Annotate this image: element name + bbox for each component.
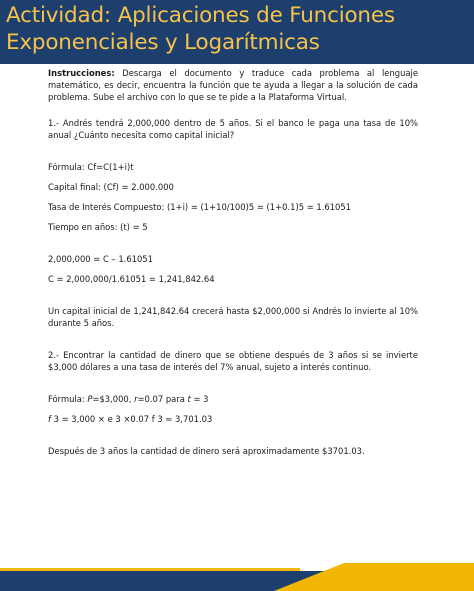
footer-gold-line (0, 568, 300, 571)
document-body (48, 67, 418, 457)
var-p: P (87, 394, 93, 404)
page-title (6, 2, 468, 56)
footer-band (0, 563, 474, 591)
result-text: 3 = 3,000 × e 3 ×0.07 f 3 ≈ 3,701.03 (50, 414, 213, 424)
problem1-statement: 1.- Andrés tendrá 2,000,000 dentro de 5 años. Si el banco le paga una tasa de 10% anual ¿Cuánto necesita como capital inicial? (48, 118, 418, 140)
problem1-capital-final: Capital final: (Cf) = 2.000.000 (48, 182, 174, 192)
title-line-1: Actividad: Aplicaciones de Funciones (6, 3, 395, 28)
problem2-conclusion: Después de 3 años la cantidad de dinero será aproximadamente $3701.03. (48, 446, 365, 456)
header-banner (0, 0, 474, 64)
formula-part-c: =0.07 para (137, 394, 188, 404)
var-f: f (48, 414, 51, 424)
problem1-tasa: Tasa de Interés Compuesto: (1+i) = (1+10/100)5 = (1+0.1)5 = 1.61051 (48, 202, 352, 212)
problem2-formula (48, 393, 418, 405)
problem1-formula: Fórmula: Cf=C(1+i)t (48, 162, 134, 172)
instructions-paragraph (48, 67, 418, 103)
instructions-text: Descarga el documento y traduce cada problema al lenguaje matemático, es decir, encuentra la función que te ayuda a llegar a la solución de cada problema. Sube el archivo con lo que se te pide a la Plataforma Virtual. (48, 68, 418, 102)
var-t: t (187, 394, 191, 404)
problem1-conclusion: Un capital inicial de 1,241,842.64 crecerá hasta $2,000,000 si Andrés lo invierte al 10% durante 5 años. (48, 306, 418, 328)
problem1-tiempo: Tiempo en años: (t) = 5 (48, 222, 148, 232)
problem2-result (48, 413, 418, 425)
title-line-2: Exponenciales y Logarítmicas (6, 30, 320, 55)
var-r: r (134, 394, 138, 404)
problem1-equation-2: C = 2,000,000/1.61051 = 1,241,842.64 (48, 274, 215, 284)
problem1-equation-1: 2,000,000 = C – 1.61051 (48, 254, 153, 264)
problem2-statement: 2.- Encontrar la cantidad de dinero que se obtiene después de 3 años si se invierte $3,000 dólares a una tasa de interés del 7% anual, sujeto a interés continuo. (48, 350, 418, 372)
formula-part-d: = 3 (190, 394, 209, 404)
formula-part-b: =$3,000, (92, 394, 135, 404)
formula-label: Fórmula: (48, 394, 88, 404)
instructions-label: Instrucciones: (48, 68, 115, 78)
